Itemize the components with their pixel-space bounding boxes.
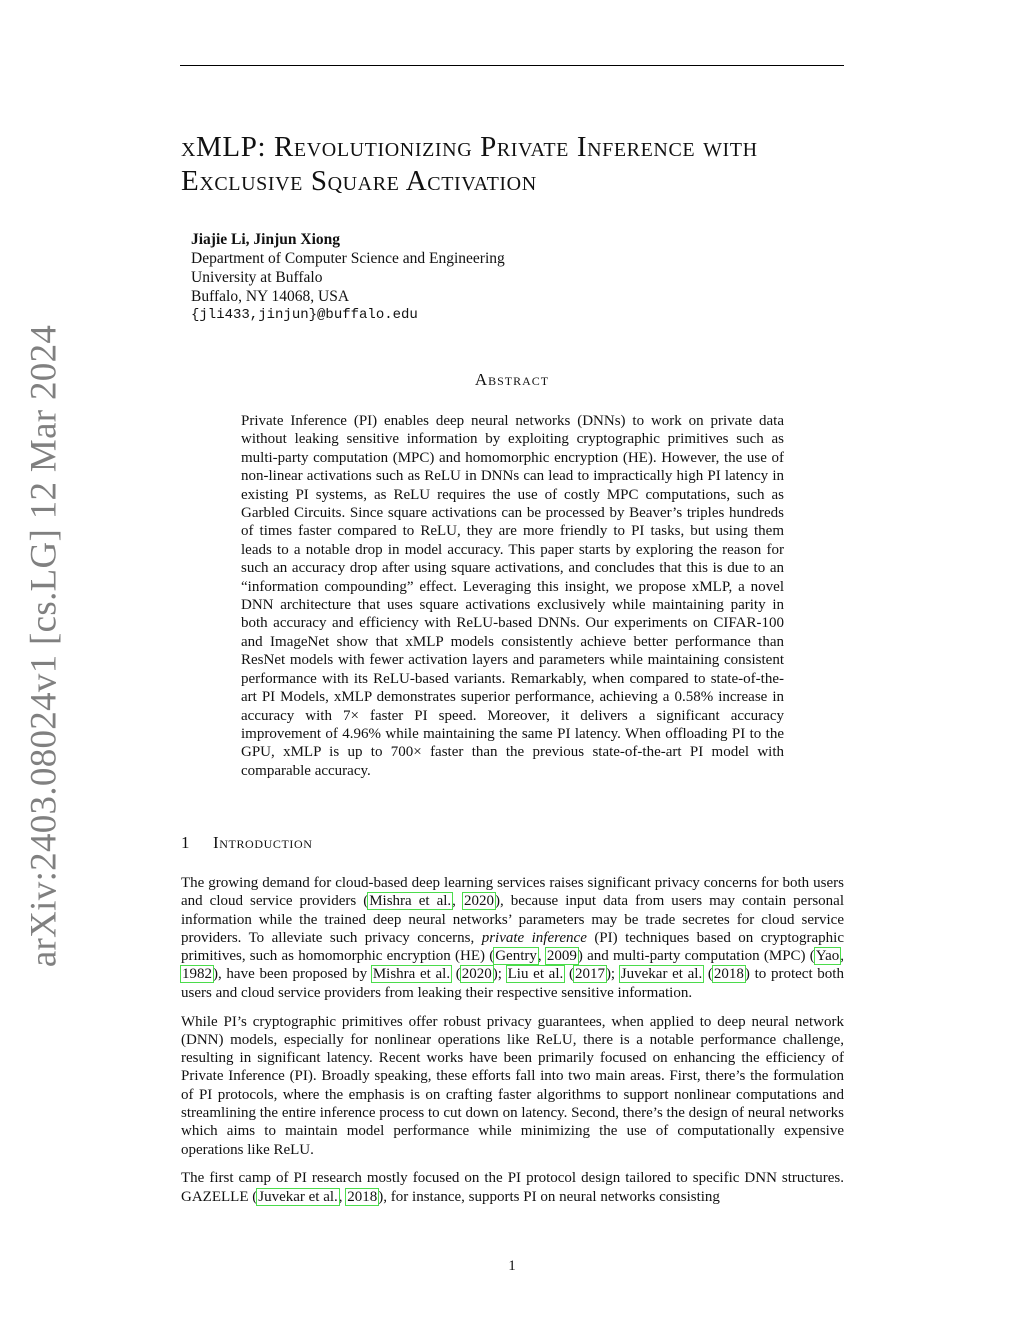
author-block [191,230,791,325]
paper-title [181,130,851,198]
author-email[interactable]: {jli433,jinjun}@buffalo.edu [191,307,418,323]
body-text [181,874,844,1217]
arxiv-stamp [23,324,65,968]
abstract-heading: Abstract [474,370,550,389]
section-heading [181,833,313,853]
citation-link[interactable]: 2009 [546,948,577,965]
section-number: 1 [181,833,191,852]
author-names: Jiajie Li, Jinjun Xiong [191,231,340,248]
title-line-2: Exclusive Square Activation [181,165,537,197]
paragraph-3: The first camp of PI research mostly focused on the PI protocol design tailored to specific DNN structures. GAZELLE (Juvekar et al., 2018), for instance, supports PI on neural networks consisting [181,1170,844,1205]
citation-link[interactable]: 2020 [461,966,492,983]
paragraph-2: While PI’s cryptographic primitives offer robust privacy guarantees, when applied to deep neural network (DNN) models, especially for nonlinear operations like ReLU, there is a notable performance challenge, resulting in significant latency. Recent works have been primarily focused on enhancing the efficiency of Private Inference (PI). Broadly speaking, these efforts fall into two main areas. First, there’s the formulation of PI protocols, where the emphasis is on crafting faster algorithms to support nonlinear computations and streamlining the entire inference process to cut down on latency. Second, there’s the design of neural networks which aims to maintain model performance while minimizing the use of computationally expensive operations like ReLU. [181,1013,844,1158]
citation-link[interactable]: 1982 [182,966,212,983]
paragraph-1: The growing demand for cloud-based deep learning services raises significant privacy concerns for both users and cloud service providers (Mishra et al., 2020), because input data from users may contain personal information while the trained deep neural networks’ parameters may be trade secretes for cloud service providers. To alleviate such privacy concerns, private inference (PI) techniques based on cryptographic primitives, such as homomorphic encryption (HE) (Gentry, 2009) and multi-party computation (MPC) (Yao, 1982), have been proposed by Mishra et al. (2020); Liu et al. (2017); Juvekar et al. (2018) to protect both users and cloud service providers from leaking their respective sensitive information. [181,875,845,1001]
citation-link[interactable]: 2017 [574,966,605,983]
section-title: Introduction [213,833,313,852]
abstract-text: Private Inference (PI) enables deep neural networks (DNNs) to work on private data without leaking sensitive information by exploiting cryptographic primitives such as multi-party computation (MPC) and homomorphic encryption (HE). However, the use of non-linear activations such as ReLU in DNNs can lead to impractically high PI latency in existing PI systems, as ReLU requires the use of costly MPC computations, such as Garbled Circuits. Since square activations can be processed by Beaver’s triples hundreds of times faster compared to ReLU, they are more friendly to PI tasks, but using them leads to a notable drop in model accuracy. This paper starts by exploring the reason for such an accuracy drop after using square activations, and concludes that this is due to an “information compounding” effect. Leveraging this insight, we propose xMLP, a novel DNN architecture that uses square activations exclusively while maintaining parity in both accuracy and efficiency with ReLU-based DNNs. Our experiments on CIFAR-100 and ImageNet show that xMLP models consistently achieve better performance than ResNet models with fewer activation layers and parameters while maintaining consistent performance with its ReLU-based variants. Remarkably, when compared to state-of-the-art PI Models, xMLP demonstrates superior performance, achieving a 0.58% increase in accuracy with 7× faster PI speed. Moreover, it delivers a significant accuracy improvement of 4.96% while maintaining the same PI latency. When offloading PI to the GPU, xMLP is up to 700× faster than the previous state-of-the-art PI model with comparable accuracy. [241,413,784,779]
citation-link[interactable]: Juvekar et al. [258,1188,338,1205]
title-line-1: xMLP: Revolutionizing Private Inference with [181,131,758,163]
citation-link[interactable]: 2018 [347,1188,378,1205]
author-university: University at Buffalo [191,269,323,286]
citation-link[interactable]: Juvekar et al. [620,966,703,983]
citation-link[interactable]: Mishra et al. [369,893,452,910]
author-department: Department of Computer Science and Engineering [191,250,505,267]
citation-link[interactable]: 2018 [713,966,744,983]
author-address: Buffalo, NY 14068, USA [191,288,350,305]
citation-link[interactable]: Mishra et al. [372,966,451,983]
arxiv-id: arXiv:2403.08024v1 [cs.LG] 12 Mar 2024 [23,324,65,968]
citation-link[interactable]: Liu et al. [507,966,564,983]
top-rule [180,65,844,66]
citation-link[interactable]: Gentry [495,948,537,965]
citation-link[interactable]: Yao [815,948,840,965]
page-number: 1 [508,1258,516,1274]
emphasis-private-inference: private inference [481,929,587,946]
citation-link[interactable]: 2020 [463,893,494,910]
